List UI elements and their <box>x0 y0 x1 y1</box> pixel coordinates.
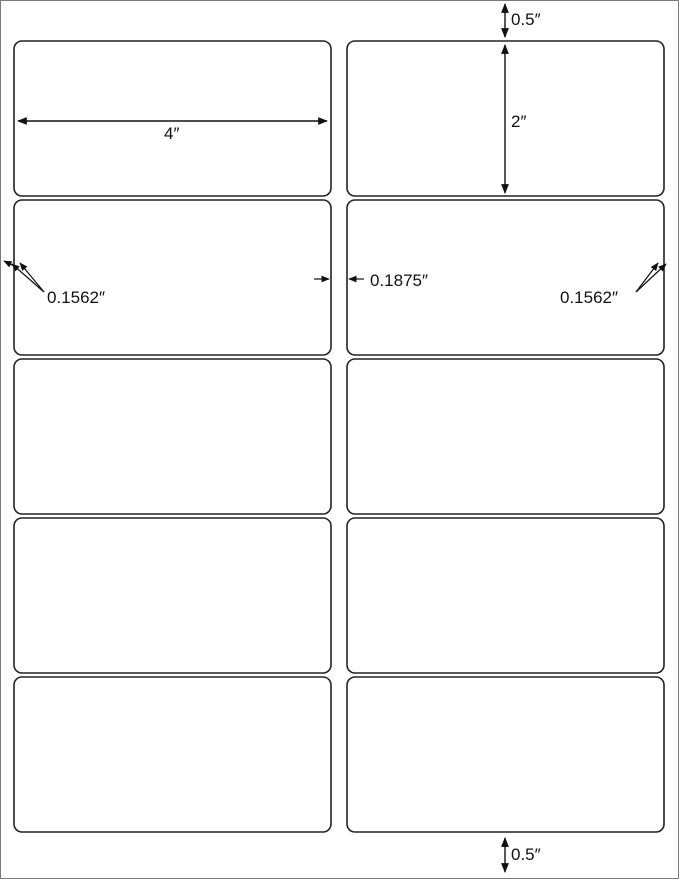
label-r5-c1 <box>14 677 331 832</box>
bottom-margin-label: 0.5″ <box>511 845 541 864</box>
left-margin-leader-2 <box>20 263 44 292</box>
left-margin-leader-1 <box>12 264 44 292</box>
label-r3-c2 <box>347 359 664 514</box>
top-margin-dimension <box>505 4 541 37</box>
right-margin-label: 0.1562″ <box>560 288 619 307</box>
left-margin-dimension <box>4 261 105 307</box>
right-margin-leader-2 <box>636 263 658 292</box>
label-r4-c2 <box>347 518 664 673</box>
column-gap-label: 0.1875″ <box>370 271 429 290</box>
left-margin-arrow-outer <box>4 261 14 266</box>
top-margin-label: 0.5″ <box>511 10 541 29</box>
label-height-label: 2″ <box>511 112 527 131</box>
label-width-dimension <box>18 121 327 143</box>
right-margin-leader-1 <box>636 264 666 292</box>
bottom-margin-dimension <box>505 838 541 872</box>
right-margin-dimension <box>560 263 666 307</box>
label-r2-c1 <box>14 200 331 355</box>
label-grid <box>14 41 664 832</box>
label-height-dimension <box>505 45 526 193</box>
label-r3-c1 <box>14 359 331 514</box>
label-width-label: 4″ <box>164 124 180 143</box>
left-margin-label: 0.1562″ <box>47 288 106 307</box>
label-r1-c1 <box>14 41 331 196</box>
label-r4-c1 <box>14 518 331 673</box>
label-r5-c2 <box>347 677 664 832</box>
